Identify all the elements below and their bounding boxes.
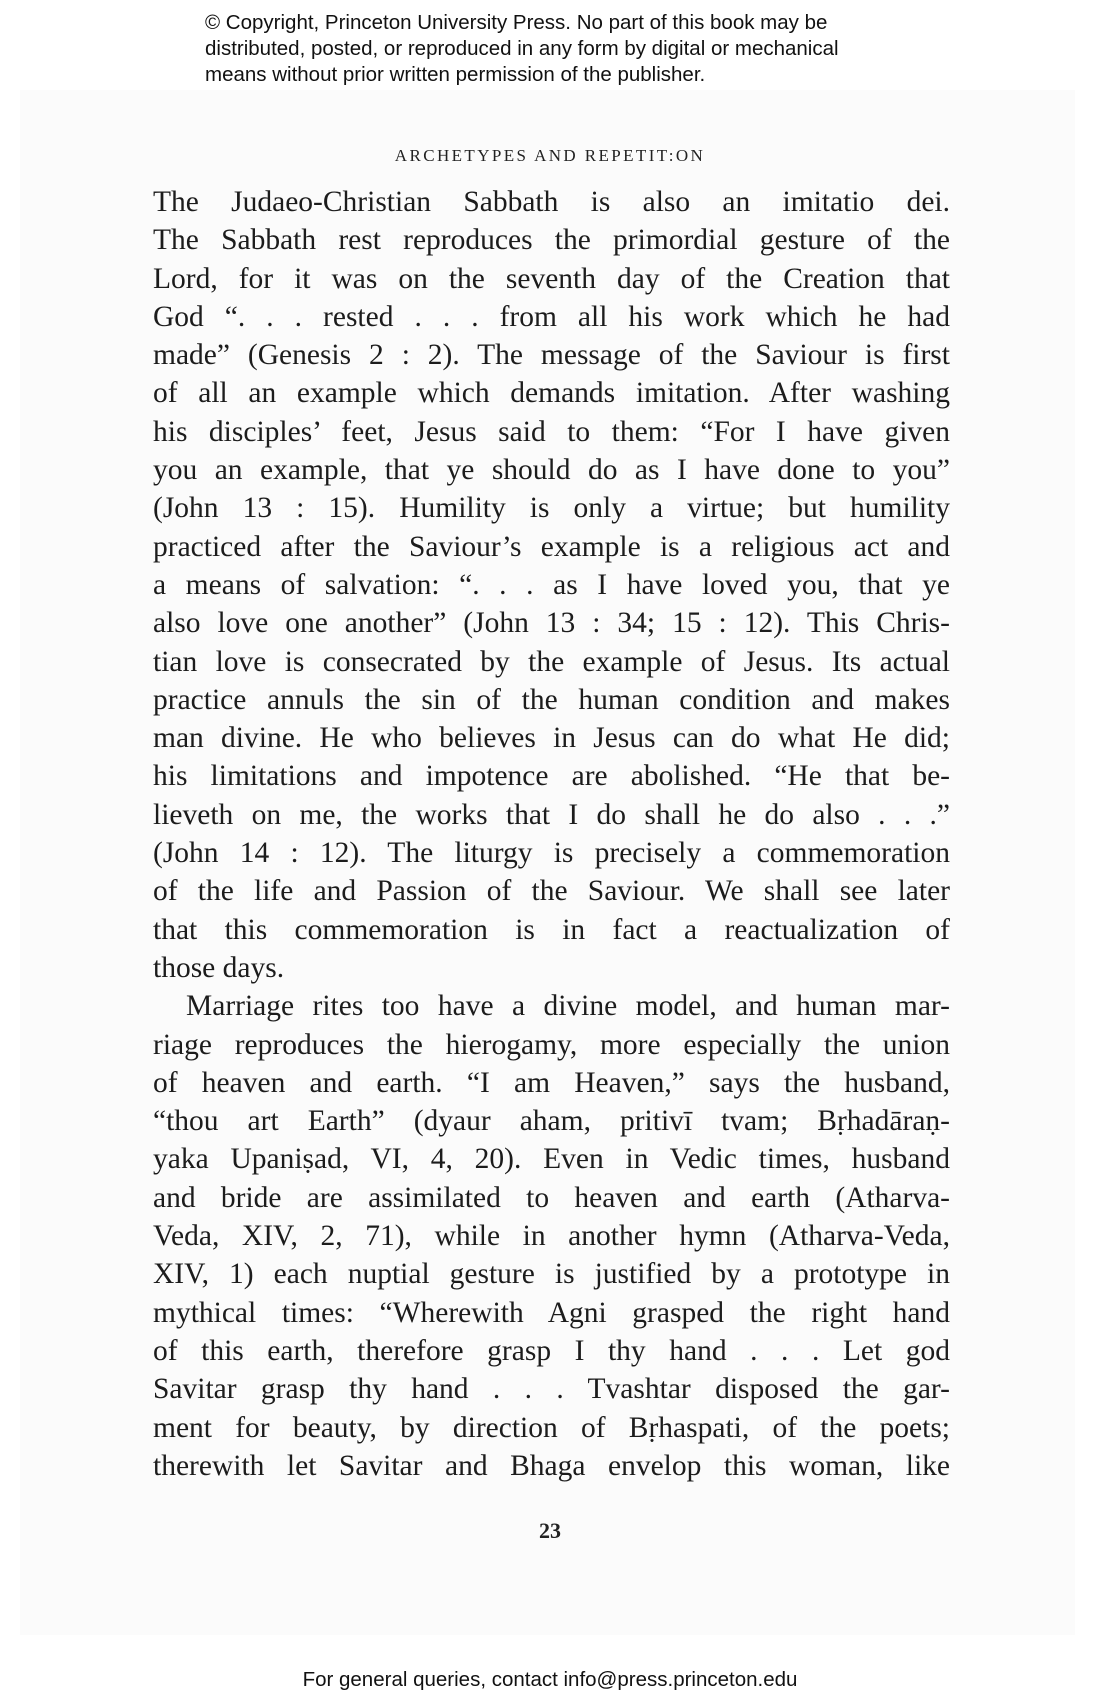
page-number: 23 bbox=[539, 1518, 561, 1543]
text-line: Veda, XIV, 2, 71), while in another hymn (Atharva-Veda, bbox=[153, 1220, 950, 1253]
copyright-line: means without prior written permission of the publisher. bbox=[205, 63, 706, 86]
text-line: God “. . . rested . . . from all his work which he had bbox=[153, 300, 950, 333]
text-line: those days. bbox=[153, 951, 285, 984]
text-line: of this earth, therefore grasp I thy hand . . . Let god bbox=[153, 1334, 950, 1367]
text-line: therewith let Savitar and Bhaga envelop this woman, like bbox=[153, 1449, 950, 1482]
copyright-line: © Copyright, Princeton University Press. No part of this book may be bbox=[205, 11, 828, 34]
text-line: you an example, that ye should do as I have done to you” bbox=[153, 454, 950, 487]
text-line: practiced after the Saviour’s example is a religious act and bbox=[153, 530, 950, 563]
text-line: practice annuls the sin of the human condition and makes bbox=[153, 683, 950, 716]
text-line: The Sabbath rest reproduces the primordial gesture of the bbox=[153, 224, 950, 257]
text-line: (John 13 : 15). Humility is only a virtue; but humility bbox=[153, 492, 950, 525]
text-line: Savitar grasp thy hand . . . Tvashtar disposed the gar- bbox=[153, 1373, 950, 1406]
text-line: yaka Upaniṣad, VI, 4, 20). Even in Vedic times, husband bbox=[153, 1143, 950, 1176]
text-line: of the life and Passion of the Saviour. We shall see later bbox=[153, 875, 950, 908]
text-line: tian love is consecrated by the example of Jesus. Its actual bbox=[153, 645, 950, 678]
text-line: mythical times: “Wherewith Agni grasped the right hand bbox=[153, 1296, 950, 1329]
text-line: The Judaeo-Christian Sabbath is also an imitatio dei. bbox=[153, 186, 950, 218]
contact-footer: For general queries, contact info@press.princeton.edu bbox=[302, 1668, 798, 1691]
text-line: ment for beauty, by direction of Bṛhaspati, of the poets; bbox=[153, 1411, 950, 1444]
text-line: of heaven and earth. “I am Heaven,” says the husband, bbox=[153, 1066, 950, 1099]
body-text bbox=[153, 183, 950, 1485]
running-head: ARCHETYPES AND REPETIT:ON bbox=[394, 146, 706, 165]
text-line: a means of salvation: “. . . as I have loved you, that ye bbox=[153, 568, 950, 601]
text-line: made” (Genesis 2 : 2). The message of the Saviour is first bbox=[153, 339, 950, 372]
text-line: man divine. He who believes in Jesus can do what He did; bbox=[153, 722, 950, 755]
text-line: that this commemoration is in fact a reactualization of bbox=[153, 913, 950, 946]
copyright-notice bbox=[205, 10, 985, 88]
text-line: lieveth on me, the works that I do shall he do also . . .” bbox=[153, 798, 950, 831]
text-line: his disciples’ feet, Jesus said to them: “For I have given bbox=[153, 415, 950, 448]
text-line: riage reproduces the hierogamy, more especially the union bbox=[153, 1028, 950, 1061]
text-line: (John 14 : 12). The liturgy is precisely a commemoration bbox=[153, 837, 950, 870]
text-line: XIV, 1) each nuptial gesture is justified by a prototype in bbox=[153, 1258, 950, 1291]
copyright-line: distributed, posted, or reproduced in any form by digital or mechanical bbox=[205, 37, 839, 60]
text-line: also love one another” (John 13 : 34; 15 : 12). This Chris- bbox=[153, 607, 950, 640]
text-line: and bride are assimilated to heaven and earth (Atharva- bbox=[153, 1181, 950, 1214]
text-line: Marriage rites too have a divine model, and human mar- bbox=[186, 990, 950, 1023]
text-line: Lord, for it was on the seventh day of the Creation that bbox=[153, 262, 950, 295]
text-line: of all an example which demands imitation. After washing bbox=[153, 377, 950, 410]
text-line: his limitations and impotence are abolished. “He that be- bbox=[153, 760, 950, 793]
text-line: “thou art Earth” (dyaur aham, pritivī tvam; Bṛhadāraṇ- bbox=[153, 1105, 950, 1138]
